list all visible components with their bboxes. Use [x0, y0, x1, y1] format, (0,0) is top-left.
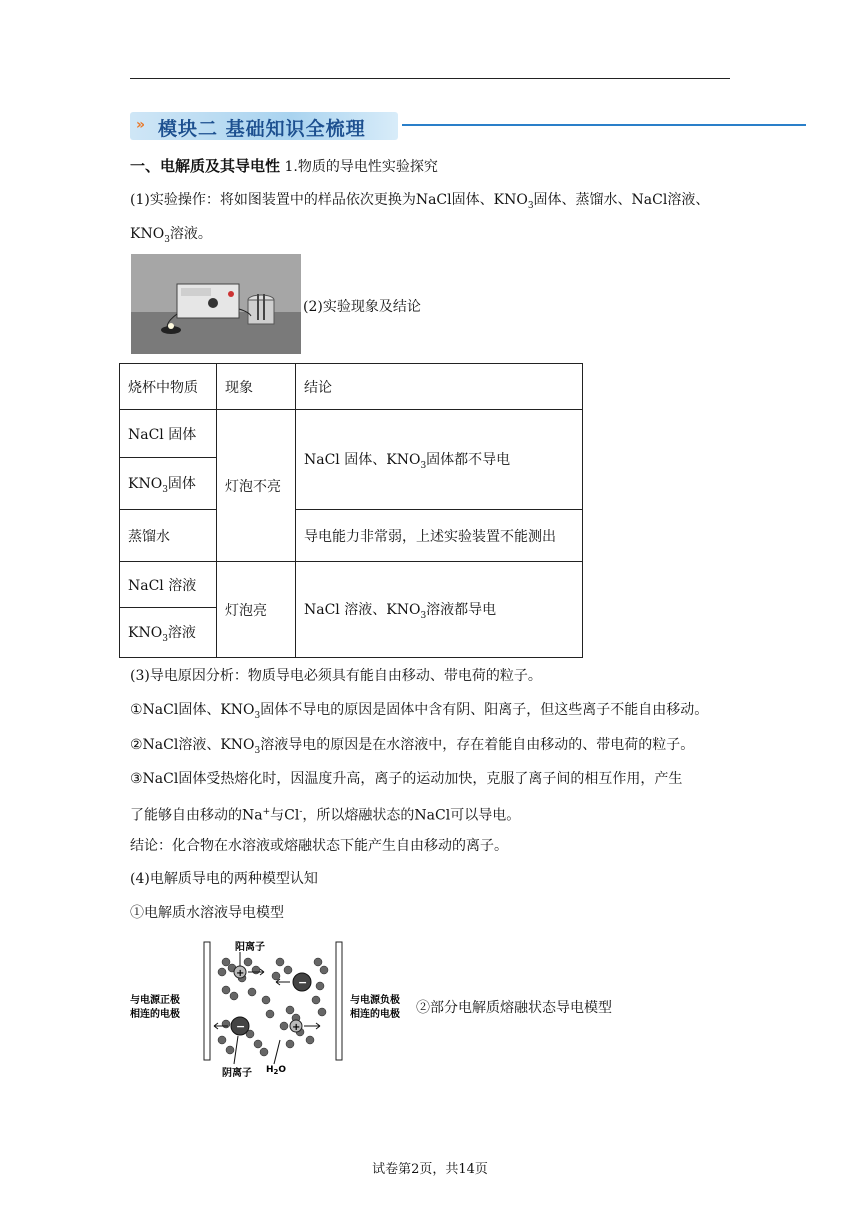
step3-line1: (3)导电原因分析：物质导电必须具有能自由移动、带电荷的粒子。 [130, 668, 542, 684]
step1-text-a: (1)实验操作：将如图装置中的样品依次更换为NaCl固体、KNO [130, 192, 528, 208]
superscript: + [262, 807, 271, 817]
cell-substance: 蒸馏水 [120, 510, 217, 562]
cell-phenomenon-on: 灯泡亮 [217, 562, 296, 658]
cell-substance [120, 458, 217, 510]
subscript: 3 [420, 460, 427, 471]
subscript: 3 [527, 200, 534, 211]
step3-line4: ③NaCl固体受热熔化时，因温度升高，离子的运动加快，克服了离子间的相互作用，产生 [130, 771, 683, 787]
banner-title: 模块二 基础知识全梳理 [158, 118, 366, 140]
water-o: O [278, 1065, 287, 1075]
step3-line3 [130, 735, 694, 761]
cell-substance: NaCl 固体 [120, 410, 217, 458]
subscript: 3 [164, 234, 170, 245]
cell-conclusion [296, 410, 583, 510]
conduction-model-illustration [130, 940, 420, 1080]
step1-line1 [130, 190, 709, 216]
cell-substance [120, 608, 217, 658]
apparatus-illustration [131, 254, 301, 354]
cell-phenomenon-off: 灯泡不亮 [217, 410, 296, 562]
table-row [120, 510, 583, 562]
conclusion-text-a: NaCl 固体、KNO [304, 451, 421, 468]
header-conclusion: 结论 [296, 364, 583, 410]
text-b: 与Cl [270, 807, 300, 824]
header-phenomenon: 现象 [217, 364, 296, 410]
step1-text-c: KNO [130, 226, 165, 242]
subscript: 3 [254, 710, 261, 721]
double-chevron-icon: » [136, 117, 146, 133]
step4-line1: (4)电解质导电的两种模型认知 [130, 871, 318, 887]
text-b: 固体不导电的原因是固体中含有阴、阳离子，但这些离子不能自由移动。 [260, 702, 709, 718]
substance-text-b: 溶液 [167, 624, 196, 641]
substance-text-b: 固体 [167, 475, 196, 492]
step3-line5 [130, 802, 520, 826]
step3-line2 [130, 700, 708, 726]
section-heading: 一、电解质及其导电性 [130, 157, 281, 175]
section-subheading: 1.物质的导电性实验探究 [284, 159, 438, 175]
text-a: ②NaCl溶液、KNO [130, 737, 255, 753]
cell-conclusion: 导电能力非常弱，上述实验装置不能测出 [296, 510, 583, 562]
water-h: H [266, 1065, 274, 1075]
header-rule [130, 78, 730, 79]
cation-label: 阳离子 [235, 942, 265, 953]
right-electrode-label-2: 相连的电极 [350, 1009, 400, 1020]
step4-model2: ②部分电解质熔融状态导电模型 [416, 1000, 612, 1016]
table-header-row [120, 364, 583, 410]
subscript: 3 [162, 633, 168, 644]
solution-conduction-diagram [130, 940, 420, 1080]
superscript: - [299, 807, 303, 817]
header-substance: 烧杯中物质 [120, 364, 217, 410]
text-b: 溶液导电的原因是在水溶液中，存在着能自由移动的、带电荷的粒子。 [260, 737, 695, 753]
step1-text-b: 固体、蒸馏水、NaCl溶液、 [533, 192, 710, 208]
apparatus-photo [131, 254, 301, 354]
text-a: ①NaCl固体、KNO [130, 702, 255, 718]
substance-text-a: KNO [128, 475, 163, 492]
page-footer: 试卷第2页，共14页 [372, 1162, 488, 1177]
text-a: 了能够自由移动的Na [130, 807, 263, 824]
anion-label: 阴离子 [222, 1068, 252, 1079]
substance-text-a: KNO [128, 624, 163, 641]
right-electrode-label-1: 与电源负极 [350, 995, 400, 1006]
cell-substance: NaCl 溶液 [120, 562, 217, 608]
section-heading-line [130, 156, 438, 177]
step1-text-d: 溶液。 [169, 226, 212, 242]
results-table [119, 363, 583, 658]
table-row [120, 410, 583, 458]
subscript: 3 [254, 745, 261, 756]
plus-icon: + [292, 1022, 301, 1033]
conclusion-text-a: NaCl 溶液、KNO [304, 601, 421, 618]
subscript: 3 [162, 484, 168, 495]
cell-conclusion [296, 562, 583, 658]
text-c: ，所以熔融状态的NaCl可以导电。 [302, 807, 521, 824]
step1-line2 [130, 224, 212, 250]
anion-pointer [234, 1036, 238, 1064]
water-label [266, 1065, 286, 1076]
banner-rule [402, 124, 806, 126]
table-row [120, 562, 583, 608]
left-electrode-label-2: 相连的电极 [130, 1009, 180, 1020]
minus-icon: − [298, 976, 308, 989]
water-sub: 2 [273, 1068, 279, 1076]
subscript: 3 [420, 610, 427, 621]
minus-icon: − [236, 1020, 246, 1033]
plus-icon: + [236, 968, 245, 979]
step4-line2: ①电解质水溶液导电模型 [130, 905, 284, 921]
conclusion-text-b: 固体都不导电 [426, 451, 511, 468]
conclusion-text-b: 溶液都导电 [426, 601, 497, 618]
module-banner [130, 112, 680, 142]
step2-label: (2)实验现象及结论 [303, 299, 421, 315]
left-electrode-label-1: 与电源正极 [130, 995, 180, 1006]
water-pointer [274, 1040, 280, 1064]
conclusion-line: 结论：化合物在水溶液或熔融状态下能产生自由移动的离子。 [130, 838, 508, 854]
